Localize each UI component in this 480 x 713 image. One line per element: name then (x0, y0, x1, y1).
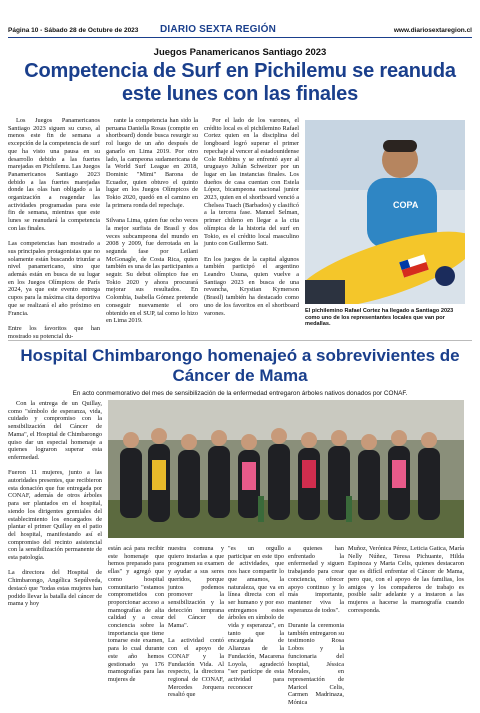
article1-column-1 (8, 117, 100, 340)
article2-column-1 (8, 400, 102, 705)
surfer-photo (305, 120, 465, 304)
article2-column-5 (288, 545, 344, 705)
article1-col2-text: rante la competencia han sido la peruana Daniella Rosas (compite en shortboard) donde busca resurgir su rol luego de un año después de ganarlo en Lima 2019. Por otro lado, la campeona sudamericana de la World Surf League en 2018, Dominic "Mimi" Barona de Ecuador, quien obtuvo el quinto lugar en los Juegos Olímpicos de Tokio 2020, quedó en el camino en la primera ronda del repechaje. Silvana Lima, quien fue ocho veces la mejor surfista de Brasil y dos veces subcampeona del mundo en 2008 y 2009, fue derrotada en la segunda fase por Leilani McGonagle, de Costa Rica, quien también es una de las participantes a seguir. Su debut olímpico fue en Tokio 2020 y ahora procurará mejorar sus resultados. En Colombia, Isabella Gómez pretende conseguir nuevamente el oro obtenido en el SUP, tal como lo hizo en Lima 2019. (106, 117, 198, 325)
article2-column-3 (168, 545, 224, 705)
article2-subhead: En acto conmemorativo del mes de sensibilización de la enfermedad entregaron árboles nativos donados por CONAF. (72, 390, 408, 397)
article-divider (8, 340, 472, 341)
article1-headline: Competencia de Surf en Pichilemu se reanuda este lunes con las finales (24, 60, 456, 105)
header-divider (8, 37, 472, 38)
article2-column-6 (348, 545, 464, 705)
ceremony-group-photo (108, 400, 464, 538)
newspaper-brand: DIARIO SEXTA REGIÓN (160, 24, 277, 35)
shirt-text: COPA (393, 200, 419, 210)
article2-col4-text: "es un orgullo participar en este tipo de actividades, que nos hace compartir lo que amamos, la naturaleza, que va en línea directa con el ser humano y por eso entregamos estos árboles en símbolo de vida y esperanza", en tanto que la encargada de Alianzas de la Fundación, Macarena Loyola, agradeció "ser partícipe de esta actividad para reconocer (228, 545, 284, 691)
newspaper-website[interactable]: www.diariosextaregion.cl (393, 27, 472, 34)
article2-col2-text: están acá para recibir este homenaje que hemos preparado para ellas" y agregó que como hospital comunitario "estamos comprometidos con proporcionar acceso a mamografías de alta calidad y a crear conciencia sobre la importancia que tiene tomarse este examen, para lo cual durante este año hemos gestionado ya 176 mamografías para las mujeres de (108, 545, 164, 683)
article1-column-2 (106, 117, 198, 325)
page-number-date: Página 10 - Sábado 28 de Octubre de 2023 (8, 27, 139, 34)
surfer-photo-caption: El pichilemino Rafael Cortez ha llegado a Santiago 2023 como uno de los representantes locales que van por medallas. (305, 308, 454, 328)
article1-column-3 (204, 117, 299, 317)
article2-col3-text: nuestra comuna y quiero instarlas a que programen su examen y ayudar a sus seres queridos, porque juntos podemos promover la sensibilización y la detección temprana del Cáncer de Mama". La actividad contó con el apoyo de CONAF y la Fundación Vida. Al respecto, la directora regional de CONAF, Mercedes Jorquera resaltó que (168, 545, 224, 699)
article1-kicker: Juegos Panamericanos Santiago 2023 (153, 47, 327, 58)
article2-column-2 (108, 545, 164, 705)
article2-column-4 (228, 545, 284, 705)
article1-col1-text: Los Juegos Panamericanos Santiago 2023 siguen su curso, al menos este fin de semana a excepción de la competencia de surf que ha visto una pausa en su desarrollo debido a las fuertes marejadas en Pichilemu. Las Juegos Panamericanos Santiago 2023 debido a las fuertes marejadas donde las olas han obligado a la organización a reagendar las actividades programadas para este fin de semana, mientras que este lunes se reanudará la competencia con las finales. Las competencias han mostrado a sus principales protagonistas que no solamente están buscando triunfar a nivel panamericano, sino que además están en busca de su lugar en los Juegos Olímpicos de París 2024, ya que este evento entrega cupos para la máxima cita deportiva que se realizará el año próximo en Francia. Entre los favoritos que han mostrado su potencial du- (8, 117, 100, 340)
surfer-photo-illustration (305, 120, 465, 304)
ceremony-photo-illustration (108, 400, 464, 538)
article2-headline: Hospital Chimbarongo homenajeó a sobrevivientes de Cáncer de Mama (20, 346, 460, 385)
article2-col5-text: a quienes han enfrentado la enfermedad y siguen trabajando para crear conciencia, ofrecer apoyo continuo y lo más importante, mantener viva la esperanza de todos". Durante la ceremonia también entregaron su testimonio Rosa Lobos y la funcionaria del hospital, Jéssica Morales, en representación de Maricel Celis, Carmen Madrinaza, Mónica (288, 545, 344, 707)
article1-col3-text: Por el lado de los varones, el crédito local es el pichilemino Rafael Cortez quien en la disciplina del longboard logró superar el primer repechaje al vencer al estadounidense Cole Robbins y se enfrentó ayer al uruguayo Julián Schweizer por un lugar en las instancias finales. Los dueños de casa cuentan con Estela López, bicampeona nacional junior 2023, quien en el shortboard venció a Chelsea Tuach (Barbados) y clasificó a la tercera fase. Manuel Selman, primer chileno en llegar a la cita olímpica de la historia del surf en Tokio, es el crédito local masculino junto con Guillermo Satt. En los juegos de la capital algunos también participó el argentino Leandro Usuna, quien vuelve a Santiago 2023 en busca de una revancha, Krystian Kymerson (Brasil) también ha destacado como uno de los favoritos en el shortboard varones. (204, 117, 299, 317)
page-header (0, 0, 480, 35)
article2-col6-text: Muñoz, Verónica Pérez, Leticia Gatica, María Nelly Núñez, Teresa Pichuante, Hilda Espinoza y Marta Celis, quienes destacaron que es difícil enfrentar el Cáncer de Mama, pero que, con el apoyo de las familias, los amigos y los compañeros de trabajo es posible salir adelante y a instaron a las mujeres a hacerse la mamografía cuando corresponda. (348, 545, 464, 614)
article2-col1-text: Con la entrega de un Quillay, como "símbolo de esperanza, vida, cuidado y compromiso con la sensibilización del Cáncer de Mama", el Hospital de Chimbarongo quiso dar un especial homenaje a quienes lograron superar esta enfermedad. Fueron 11 mujeres, junto a las autoridades presentes, que recibieron esta donación que fue entregada por CONAF, además de otros árboles para ser plantados en el hospital, siendo los dirigentes gremiales del establecimiento los encargados de plantar el primer Quillay en el patio del hospital, manifestando así el compromiso del recinto asistencial con la sensibilización permanente de esta patología. La directora del Hospital de Chimbarongo, Angélica Sepúlveda, destacó que "todas estas mujeres han podido llevar la batalla del cáncer de mama y hoy (8, 400, 102, 608)
